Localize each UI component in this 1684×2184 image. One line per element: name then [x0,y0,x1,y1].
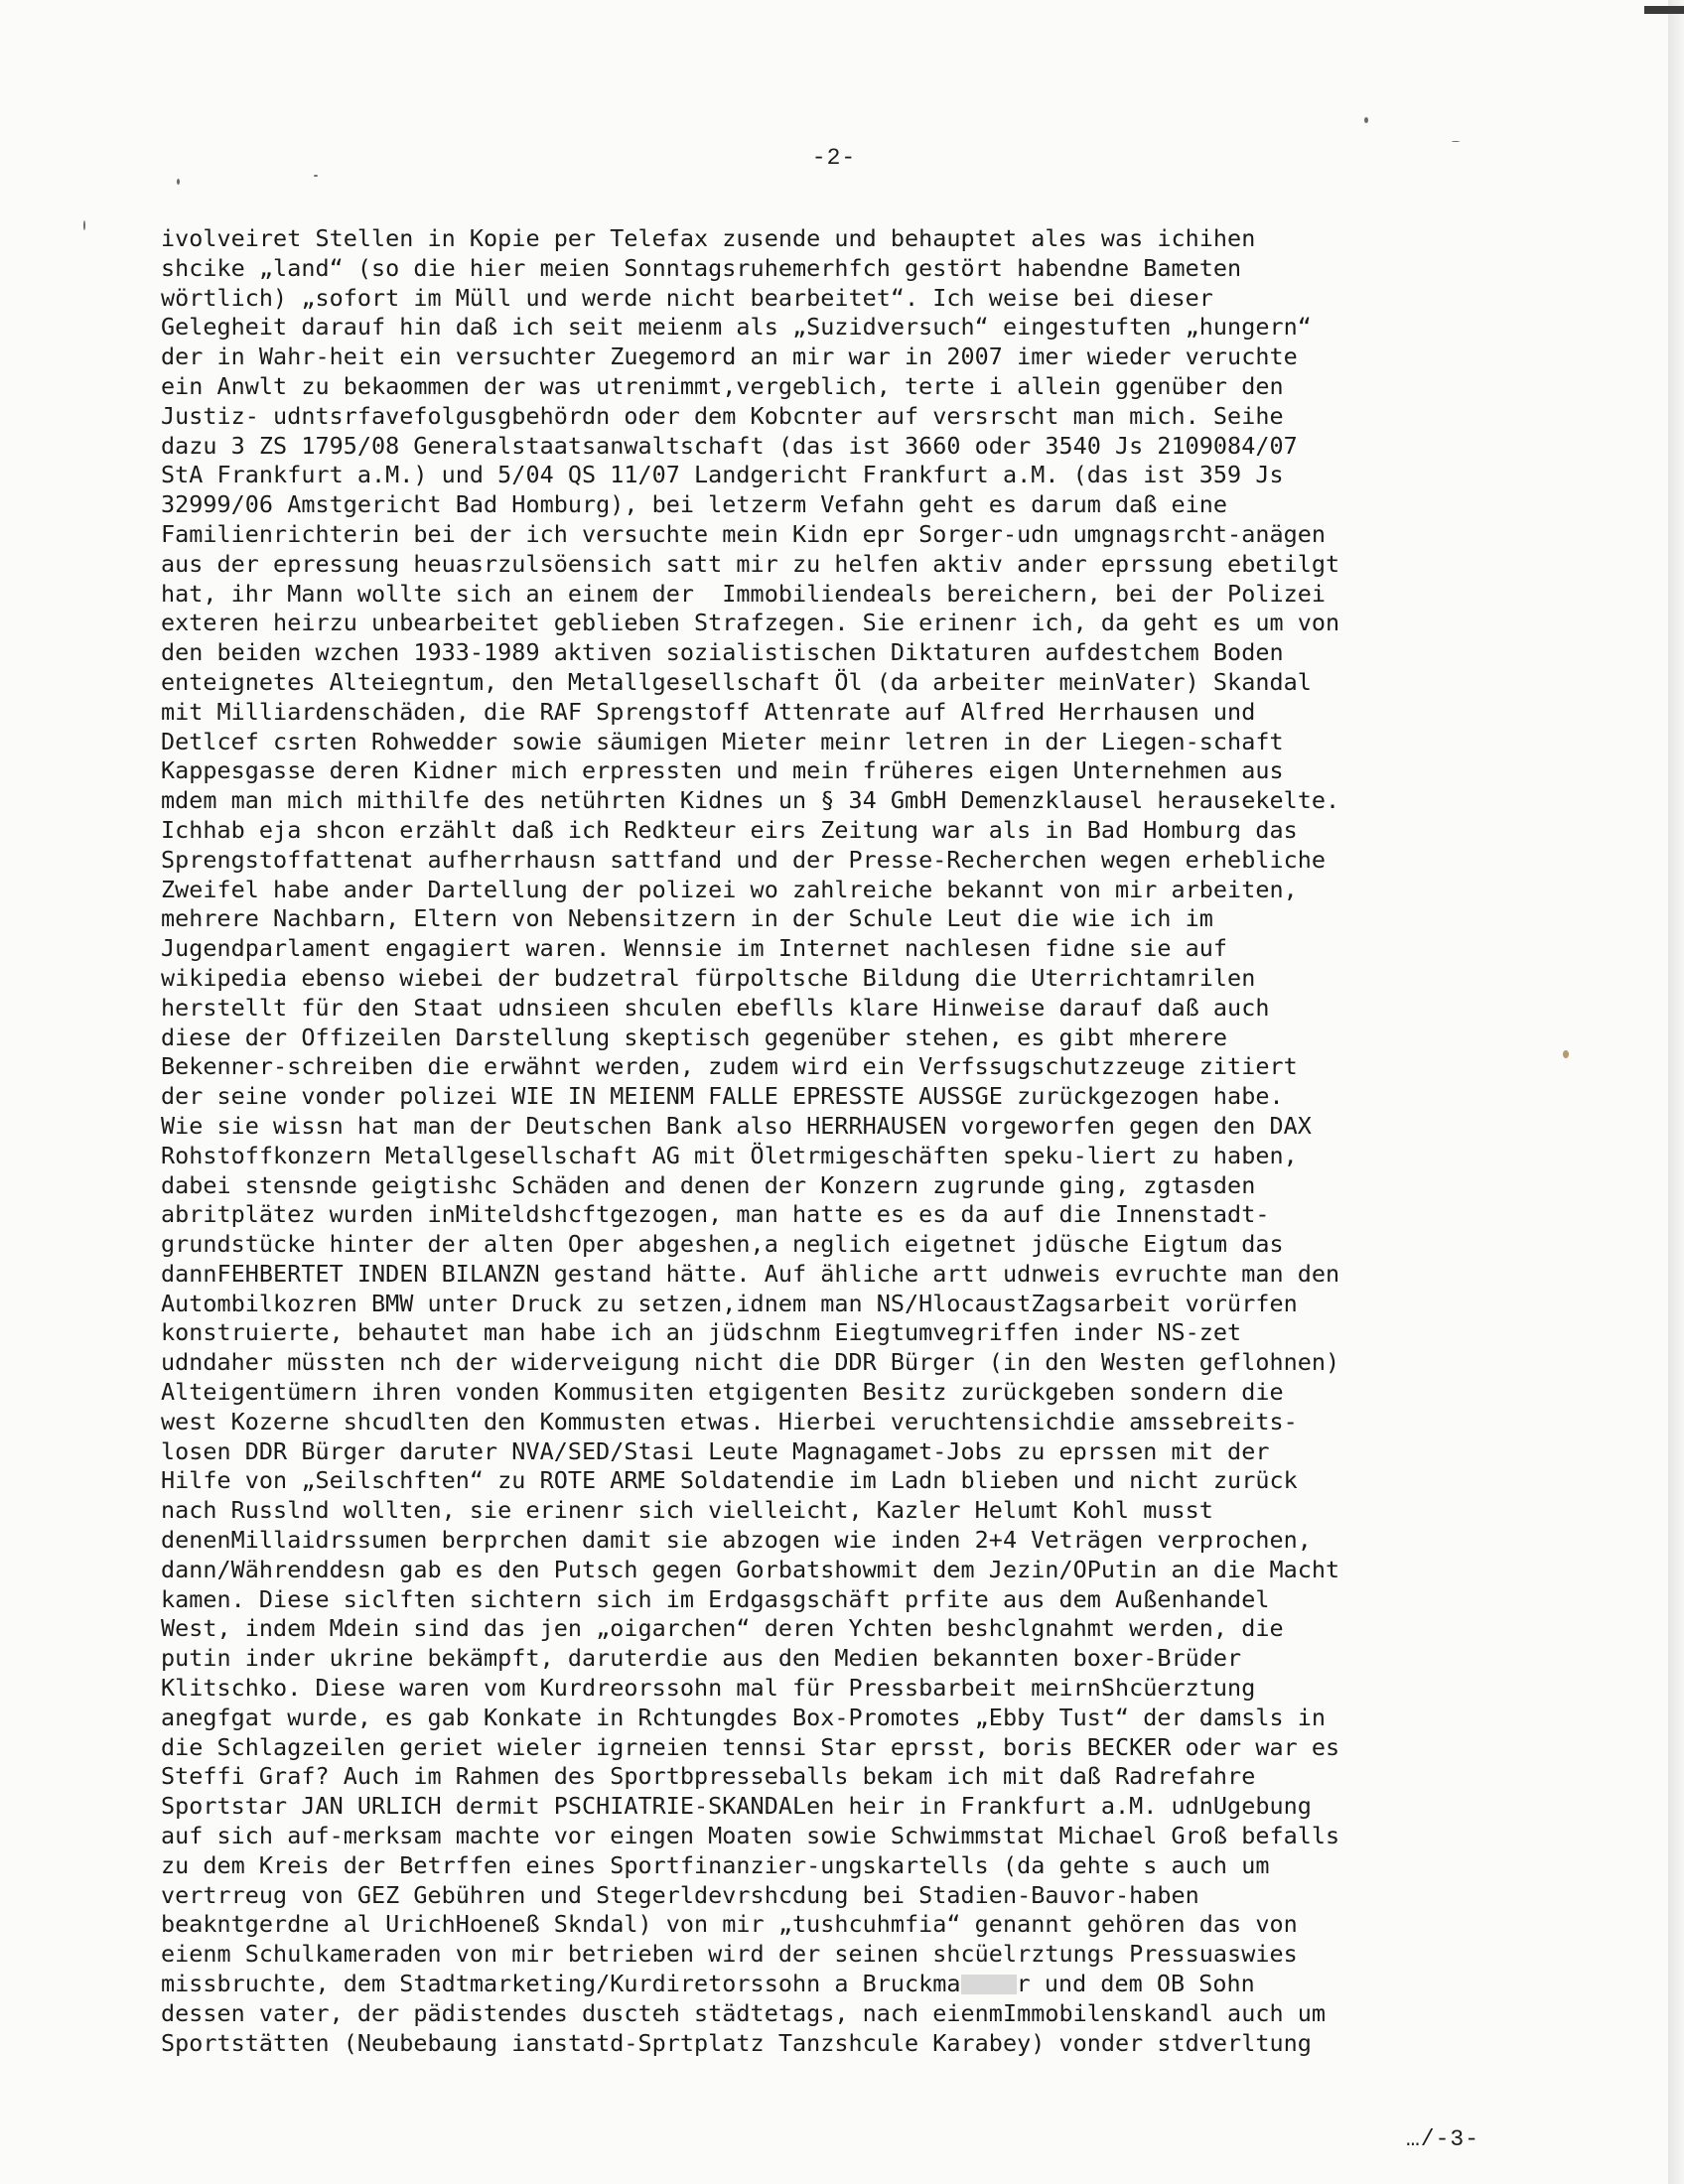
body-line: exteren heirzu unbearbeitet geblieben Strafzegen. Sie erinenr ich, da geht es um von [161,609,1340,637]
continuation-marker: …/-3- [1406,2126,1480,2152]
body-line: diese der Offizeilen Darstellung skeptisch gegenüber stehen, es gibt mherere [161,1023,1228,1051]
body-line: dazu 3 ZS 1795/08 Generalstaatsanwaltschaft (das ist 3660 oder 3540 Js 2109084/07 [161,431,1298,460]
body-line: denenMillaidrssumen berprchen damit sie abzogen wie inden 2+4 Veträgen verprochen, [161,1526,1312,1555]
body-line: eienm Schulkameraden von mir betrieben wird der seinen shcüelrztungs Pressuaswies [161,1940,1298,1969]
scan-speck [83,220,85,230]
body-line: grundstücke hinter der alten Oper abgeshen,a neglich eigetnet jdüsche Eigtum das [161,1230,1284,1259]
body-line: Justiz- udntsrfavefolgusgbehördn oder dem Kobcnter auf versrscht man mich. Seihe [161,401,1284,430]
body-line: 32999/06 Amstgericht Bad Homburg), bei letzerm Vefahn geht es darum daß eine [161,490,1228,519]
letter-body [161,224,1511,2058]
body-line: aus der epressung heuasrzulsöensich satt mir zu helfen aktiv ander eprssung ebetilgt [161,549,1340,578]
body-line: Zweifel habe ander Dartellung der polizei wo zahlreiche bekannt von mir arbeiten, [161,875,1298,903]
body-line: Alteigentümern ihren vonden Kommusiten etgigenten Besitz zurückgeben sondern die [161,1378,1284,1407]
scan-edge [1668,0,1684,2184]
body-line-61-part-c: r und dem OB Sohn [1016,1970,1255,1998]
scan-speck [1563,1050,1569,1058]
body-line: hat, ihr Mann wollte sich an einem der Immobiliendeals bereichern, bei der Polizei [161,579,1326,608]
body-line: Kappesgasse deren Kidner mich erpressten und mein früheres eigen Unternehmen aus [161,756,1284,785]
body-line: ein Anwlt zu bekaommen der was utrenimmt,vergeblich, terte i allein ggenüber den [161,371,1284,400]
body-line: dabei stensnde geigtishc Schäden and denen der Konzern zugrunde ging, zgtasden [161,1170,1256,1199]
body-line: West, indem Mdein sind das jen „oigarchen“ deren Ychten beshclgnahmt werden, die [161,1614,1284,1643]
body-line: dann/Währenddesn gab es den Putsch gegen Gorbatshowmit dem Jezin/OPutin an die Macht [161,1555,1340,1583]
body-line: Gelegheit darauf hin daß ich seit meienm als „Suzidversuch“ eingestuften „hungern“ [161,313,1312,341]
body-line: der seine vonder polizei WIE IN MEIENM FALLE EPRESSTE AUSSGE zurückgezogen habe. [161,1082,1284,1111]
body-line: west Kozerne shcudlten den Kommusten etwas. Hierbei veruchtensichdie amssebreits- [161,1407,1298,1435]
page-number: -2- [811,145,857,171]
scan-speck [177,179,180,185]
body-line: der in Wahr-heit ein versuchter Zuegemord an mir war in 2007 imer wieder veruchte [161,342,1298,371]
body-line: Autombilkozren BMW unter Druck zu setzen,idnem man NS/HlocaustZagsarbeit vorürfen [161,1289,1298,1317]
body-line: Wie sie wissn hat man der Deutschen Bank also HERRHAUSEN vorgeworfen gegen den DAX [161,1111,1312,1140]
body-line: den beiden wzchen 1933-1989 aktiven sozialistischen Diktaturen aufdestchem Boden [161,638,1284,667]
body-line: enteignetes Alteiegntum, den Metallgesellschaft Öl (da arbeiter meinVater) Skandal [161,667,1312,696]
body-lines [161,224,1339,1997]
body-line: shcike „land“ (so die hier meien Sonntagsruhemerhfch gestört habendne Bameten [161,253,1242,282]
body-line: wikipedia ebenso wiebei der budzetral fürpoltsche Bildung die Uterrichtamrilen [161,963,1256,992]
body-line: anegfgat wurde, es gab Konkate in Rchtungdes Box-Promotes „Ebby Tust“ der damsls in [161,1703,1326,1731]
body-line: wörtlich) „sofort im Müll und werde nicht bearbeitet“. Ich weise bei dieser [161,283,1213,312]
body-line: missbruchte, dem Stadtmarketing/Kurdiretorssohn [161,1970,835,1998]
body-line: Sprengstoffattenat aufherrhausn sattfand und der Presse-Recherchen wegen erhebliche [161,845,1326,874]
body-line: udndaher müssten nch der widerveigung nicht die DDR Bürger (in den Westen geflohnen) [161,1348,1340,1377]
body-line: mehrere Nachbarn, Eltern von Nebensitzern in der Schule Leut die wie ich im [161,904,1213,933]
body-line: zu dem Kreis der Betrffen eines Sportfinanzier-ungskartells (da gehte s auch um [161,1850,1270,1879]
body-line: Detlcef csrten Rohwedder sowie säumigen Mieter meinr letren in der Liegen-schaft [161,727,1284,755]
body-line: Steffi Graf? Auch im Rahmen des Sportbpresseballs bekam ich mit daß Radrefahre [161,1762,1256,1791]
body-line: StA Frankfurt a.M.) und 5/04 QS 11/07 Landgericht Frankfurt a.M. (das ist 359 Js [161,461,1284,489]
body-line: Sportstar JAN URLICH dermit PSCHIATRIE-SKANDALen heir in Frankfurt a.M. udnUgebung [161,1792,1312,1821]
scan-speck [1364,117,1368,123]
body-line: mit Milliardenschäden, die RAF Sprengstoff Attenrate auf Alfred Herrhausen und [161,697,1256,726]
body-line-63: Sportstätten (Neubebaung ianstatd-Sprtplatz Tanzshcule Karabey) vonder stdverltung [161,2028,1312,2057]
scan-speck [1452,141,1460,142]
body-line: Bekenner-schreiben die erwähnt werden, zudem wird ein Verfssugschutzzeuge zitiert [161,1052,1298,1081]
body-line: abritplätez wurden inMiteldshcftgezogen, man hatte es es da auf die Innenstadt- [161,1200,1270,1229]
body-line: Rohstoffkonzern Metallgesellschaft AG mit Öletrmigeschäften speku-liert zu haben, [161,1141,1298,1169]
body-line: konstruierte, behautet man habe ich an jüdschnm Eiegtumvegriffen inder NS-zet [161,1318,1242,1347]
body-line: auf sich auf-merksam machte vor eingen Moaten sowie Schwimmstat Michael Groß befalls [161,1822,1340,1850]
scan-speck [314,175,318,177]
redaction-box [961,1975,1017,1994]
body-line: putin inder ukrine bekämpft, daruterdie aus den Medien bekannten boxer-Brüder [161,1644,1242,1673]
body-line: ivolveiret Stellen in Kopie per Telefax zusende und behauptet ales was ichihen [161,224,1256,252]
body-line: nach Russlnd wollten, sie erinenr sich vielleicht, Kazler Helumt Kohl musst [161,1496,1213,1525]
body-line: losen DDR Bürger daruter NVA/SED/Stasi Leute Magnagamet-Jobs zu eprssen mit der [161,1436,1270,1465]
body-line: dannFEHBERTET INDEN BILANZN gestand hätte. Auf ähliche artt udnweis evruchte man den [161,1259,1340,1288]
body-line-62: dessen vater, der pädistendes duscteh städtetags, nach eienmImmobilenskandl auch um [161,1998,1326,2027]
body-line: Hilfe von „Seilschften“ zu ROTE ARME Soldatendie im Ladn blieben und nicht zurück [161,1466,1298,1495]
body-line: herstellt für den Staat udnsieen shculen ebeflls klare Hinweise darauf daß auch [161,993,1270,1022]
scan-corner-mark [1644,6,1684,14]
body-line: mdem man mich mithilfe des netührten Kidnes un § 34 GmbH Demenzklausel herausekelte. [161,786,1340,815]
body-line: vertrreug von GEZ Gebühren und Stegerldevrshcdung bei Stadien-Bauvor-haben [161,1880,1199,1909]
body-line: Familienrichterin bei der ich versuchte mein Kidn epr Sorger-udn umgnagsrcht-anägen [161,519,1326,548]
body-line: kamen. Diese siclften sichtern sich im Erdgasgschäft prfite aus dem Außenhandel [161,1584,1270,1613]
body-line: beakntgerdne al UrichHoeneß Skndal) von mir „tushcuhmfia“ genannt gehören das von [161,1910,1298,1939]
body-line: Klitschko. Diese waren vom Kurdreorssohn mal für Pressbarbeit meirnShcüerztung [161,1674,1256,1703]
body-line: Jugendparlament engagiert waren. Wennsie im Internet nachlesen fidne sie auf [161,934,1228,963]
body-line: Ichhab eja shcon erzählt daß ich Redkteur eirs Zeitung war als in Bad Homburg das [161,815,1298,844]
body-line-61-part-b: a Bruckma [834,1970,961,1998]
body-line: die Schlagzeilen geriet wieler igrneien tennsi Star eprsst, boris BECKER oder war es [161,1732,1340,1761]
